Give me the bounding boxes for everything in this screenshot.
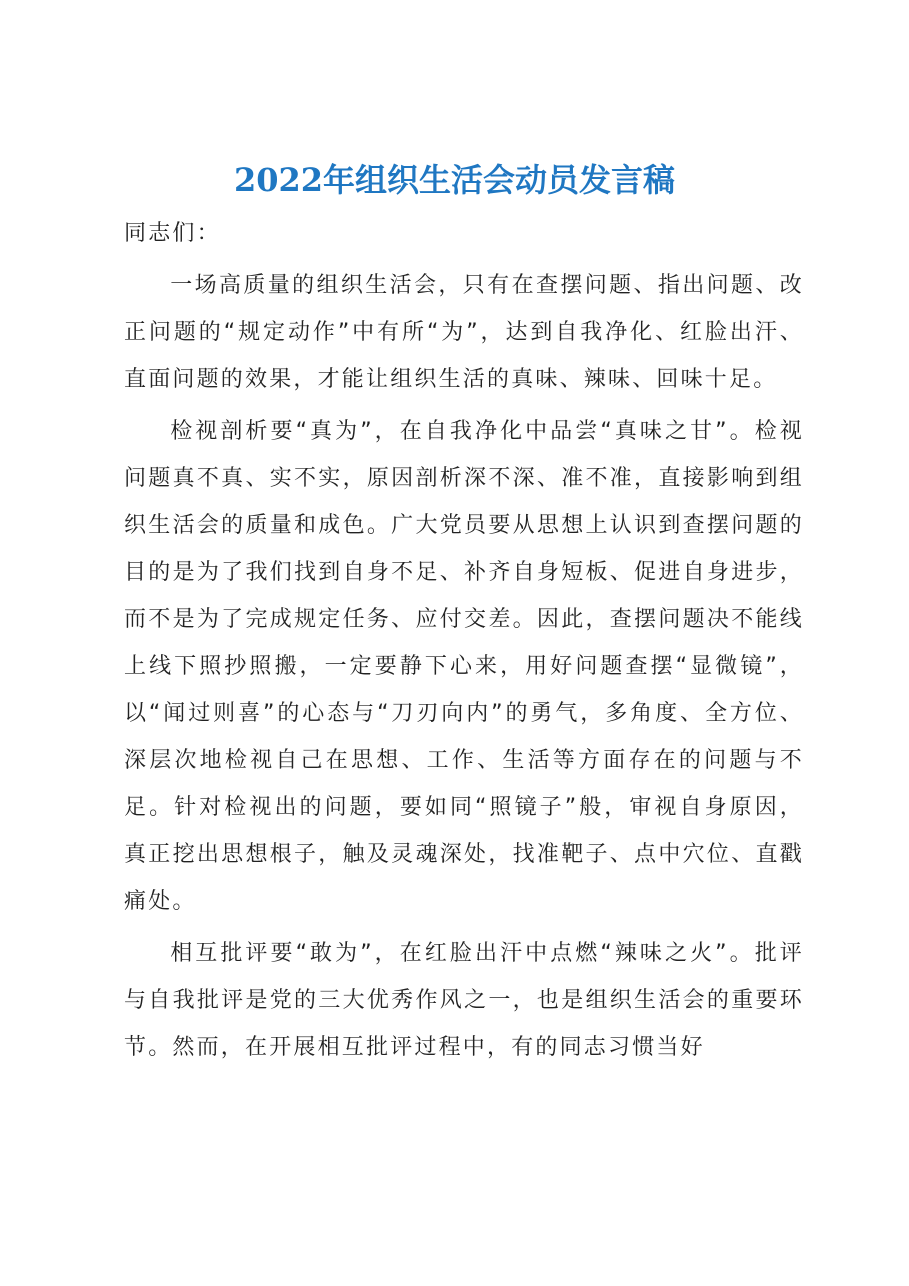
paragraph-1: 一场高质量的组织生活会，只有在查摆问题、指出问题、改正问题的“规定动作”中有所“为”，达到自我净化、红脸出汗、直面问题的效果，才能让组织生活的真味、辣味、回味十足。 [124,273,804,392]
paragraph-3: 相互批评要“敢为”，在红脸出汗中点燃“辣味之火”。批评与自我批评是党的三大优秀作风之一，也是组织生活会的重要环节。然而，在开展相互批评过程中，有的同志习惯当好 [124,941,804,1060]
salutation: 同志们： [124,221,221,246]
paragraph-2: 检视剖析要“真为”，在自我净化中品尝“真味之甘”。检视问题真不真、实不实，原因剖析深不深、准不准，直接影响到组织生活会的质量和成色。广大党员要从思想上认识到查摆问题的目的是为了我们找到自身不足、补齐自身短板、促进自身进步，而不是为了完成规定任务、应付交差。因此，查摆问题决不能线上线下照抄照搬，一定要静下心来，用好问题查摆“显微镜”，以“闻过则喜”的心态与“刀刃向内”的勇气，多角度、全方位、深层次地检视自己在思想、工作、生活等方面存在的问题与不足。针对检视出的问题，要如同“照镜子”般，审视自身原因，真正挖出思想根子，触及灵魂深处，找准靶子、点中穴位、直戳痛处。 [124,419,804,914]
document-body [124,210,804,1076]
document-title: 2022年组织生活会动员发言稿 [233,161,676,199]
